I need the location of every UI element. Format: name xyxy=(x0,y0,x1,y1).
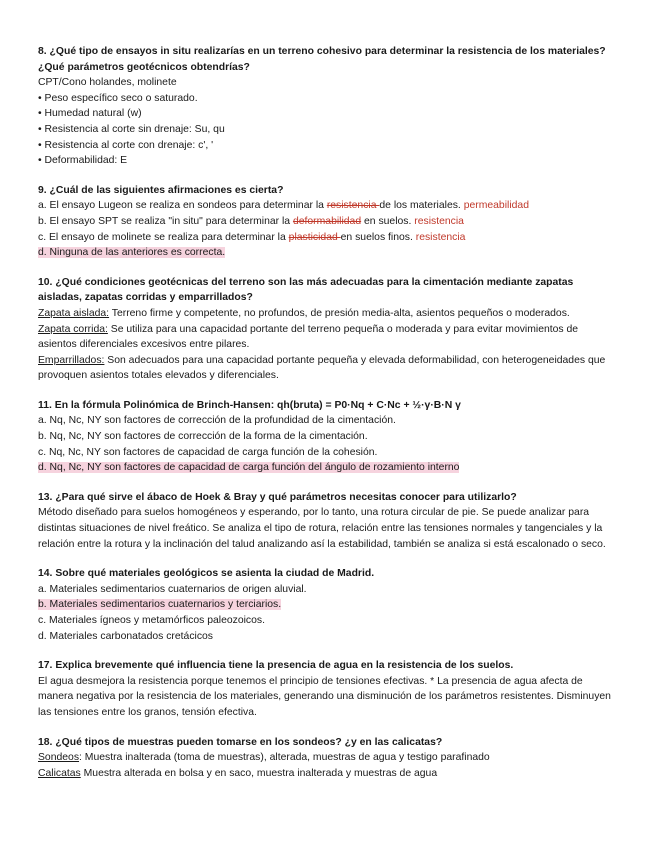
zapata-aislada xyxy=(38,306,617,322)
bullet-item: • Resistencia al corte sin drenaje: Su, qu xyxy=(38,123,225,135)
question-17 xyxy=(38,658,617,720)
option-a-text: a. El ensayo Lugeon se realiza en sondeos para determinar la xyxy=(38,200,327,212)
option-c: c. Nq, Nc, NY son factores de capacidad de carga función de la cohesión. xyxy=(38,446,378,458)
option-b: b. Nq, Nc, NY son factores de corrección de la forma de la cimentación. xyxy=(38,431,368,443)
option-c-text: c. El ensayo de molinete se realiza para determinar la xyxy=(38,231,289,243)
question-13-title: 13. ¿Para qué sirve el ábaco de Hoek & Bray y qué parámetros necesitas conocer para utilizarlo? xyxy=(38,491,517,503)
option-c-text-end: en suelos finos. xyxy=(340,231,416,243)
term-label: Sondeos xyxy=(38,752,80,764)
question-14-title: 14. Sobre qué materiales geológicos se asienta la ciudad de Madrid. xyxy=(38,568,375,580)
correction-word: permeabilidad xyxy=(463,200,529,212)
option-a xyxy=(38,198,617,214)
term-text: : Muestra inalterada (toma de muestras), alterada, muestras de agua y testigo parafinado xyxy=(79,752,490,764)
question-8-answer: CPT/Cono holandes, molinete xyxy=(38,77,177,89)
term-label: Calicatas xyxy=(38,767,81,779)
struck-word: resistencia xyxy=(326,200,380,212)
option-b xyxy=(38,214,617,230)
option-b-highlighted: b. Materiales sedimentarios cuaternarios y terciarios. xyxy=(38,599,282,611)
correction-word: resistencia xyxy=(415,231,466,243)
option-b-text-end: en suelos. xyxy=(361,215,415,227)
question-10-title: 10. ¿Qué condiciones geotécnicas del terreno son las más adecuadas para la cimentación mediante zapatas aisladas, zapatas corridas y emparrillados? xyxy=(38,276,574,304)
question-18 xyxy=(38,735,617,782)
zapata-corrida xyxy=(38,322,617,353)
emparrillados xyxy=(38,353,617,384)
option-a: a. Nq, Nc, NY son factores de corrección de la profundidad de la cimentación. xyxy=(38,415,396,427)
struck-word: deformabilidad xyxy=(292,215,362,227)
option-c: c. Materiales ígneos y metamórficos paleozoicos. xyxy=(38,615,265,626)
option-d: d. Materiales carbonatados cretácicos xyxy=(38,630,213,642)
question-13-answer: Método diseñado para suelos homogéneos y esperando, por lo tanto, una rotura circular de pie. Se puede analizar para distintas situaciones de nivel freático. Se analiza el tipo de rotura, relación entre las tensiones normales y tangenciales y la relación entre la rotura y la inclinación del talud analizando así la estabilidad, también se analiza si está escalonado o seco. xyxy=(38,507,606,550)
term-label: Zapata aislada: xyxy=(38,307,110,319)
bullet-item: • Resistencia al corte con drenaje: c', ' xyxy=(38,139,214,151)
question-17-answer: El agua desmejora la resistencia porque tenemos el principio de tensiones efectivas. * La presencia de agua afecta de manera negativa por la resistencia de los materiales, generando una disminución de los parámetros resistentes. Disminuyen las tensiones entre los granos, tensión efectiva. xyxy=(38,675,611,718)
option-c xyxy=(38,230,617,246)
term-text: Muestra alterada en bolsa y en saco, muestra inalterada y muestras de agua xyxy=(80,767,438,779)
question-18-title: 18. ¿Qué tipos de muestras pueden tomarse en los sondeos? ¿y en las calicatas? xyxy=(38,736,443,748)
option-b-text: b. El ensayo SPT se realiza "in situ" para determinar la xyxy=(38,215,293,227)
question-10 xyxy=(38,275,617,384)
question-8-title: 8. ¿Qué tipo de ensayos in situ realizarías en un terreno cohesivo para determinar la resistencia de los materiales? ¿Qué parámetros geotécnicos obtendrías? xyxy=(38,46,606,73)
question-17-title: 17. Explica brevemente qué influencia tiene la presencia de agua en la resistencia de los suelos. xyxy=(38,660,514,672)
option-d-highlighted: d. Ninguna de las anteriores es correcta. xyxy=(38,247,226,259)
term-label: Emparrillados: xyxy=(38,354,105,366)
term-text: Se utiliza para una capacidad portante del terreno pequeña o moderada y para evitar movimientos de asientos diferenciales excesivos entre pilares. xyxy=(38,323,579,351)
bullet-item: • Humedad natural (w) xyxy=(38,108,142,120)
question-13 xyxy=(38,490,617,552)
question-8 xyxy=(38,44,617,169)
correction-word: resistencia xyxy=(414,215,464,227)
term-text: Son adecuados para una capacidad portante pequeña y elevada deformabilidad, con heterogeneidades que provoquen asientos totales elevados y diferenciales. xyxy=(38,354,606,382)
calicatas-answer xyxy=(38,766,617,782)
bullet-item: • Peso específico seco o saturado. xyxy=(38,92,198,104)
bullet-item: • Deformabilidad: E xyxy=(38,155,128,167)
option-d-highlighted: d. Nq, Nc, NY son factores de capacidad de carga función del ángulo de rozamiento interno xyxy=(38,462,460,474)
question-14 xyxy=(38,566,617,644)
option-a-text-end: de los materiales. xyxy=(379,200,464,212)
question-9 xyxy=(38,183,617,261)
term-text: Terreno firme y competente, no profundos, de presión media-alta, asientos pequeños o moderados. xyxy=(109,307,570,319)
sondeos-answer xyxy=(38,750,617,766)
question-11-title: 11. En la fórmula Polinómica de Brinch-Hansen: qh(bruta) = P0·Nq + C·Nc + ½·γ·B·N γ xyxy=(38,399,461,411)
struck-word: plasticidad xyxy=(288,231,341,243)
question-11 xyxy=(38,398,617,476)
option-a: a. Materiales sedimentarios cuaternarios de origen aluvial. xyxy=(38,583,307,595)
term-label: Zapata corrida: xyxy=(38,323,108,335)
question-9-title: 9. ¿Cuál de las siguientes afirmaciones es cierta? xyxy=(38,184,284,196)
